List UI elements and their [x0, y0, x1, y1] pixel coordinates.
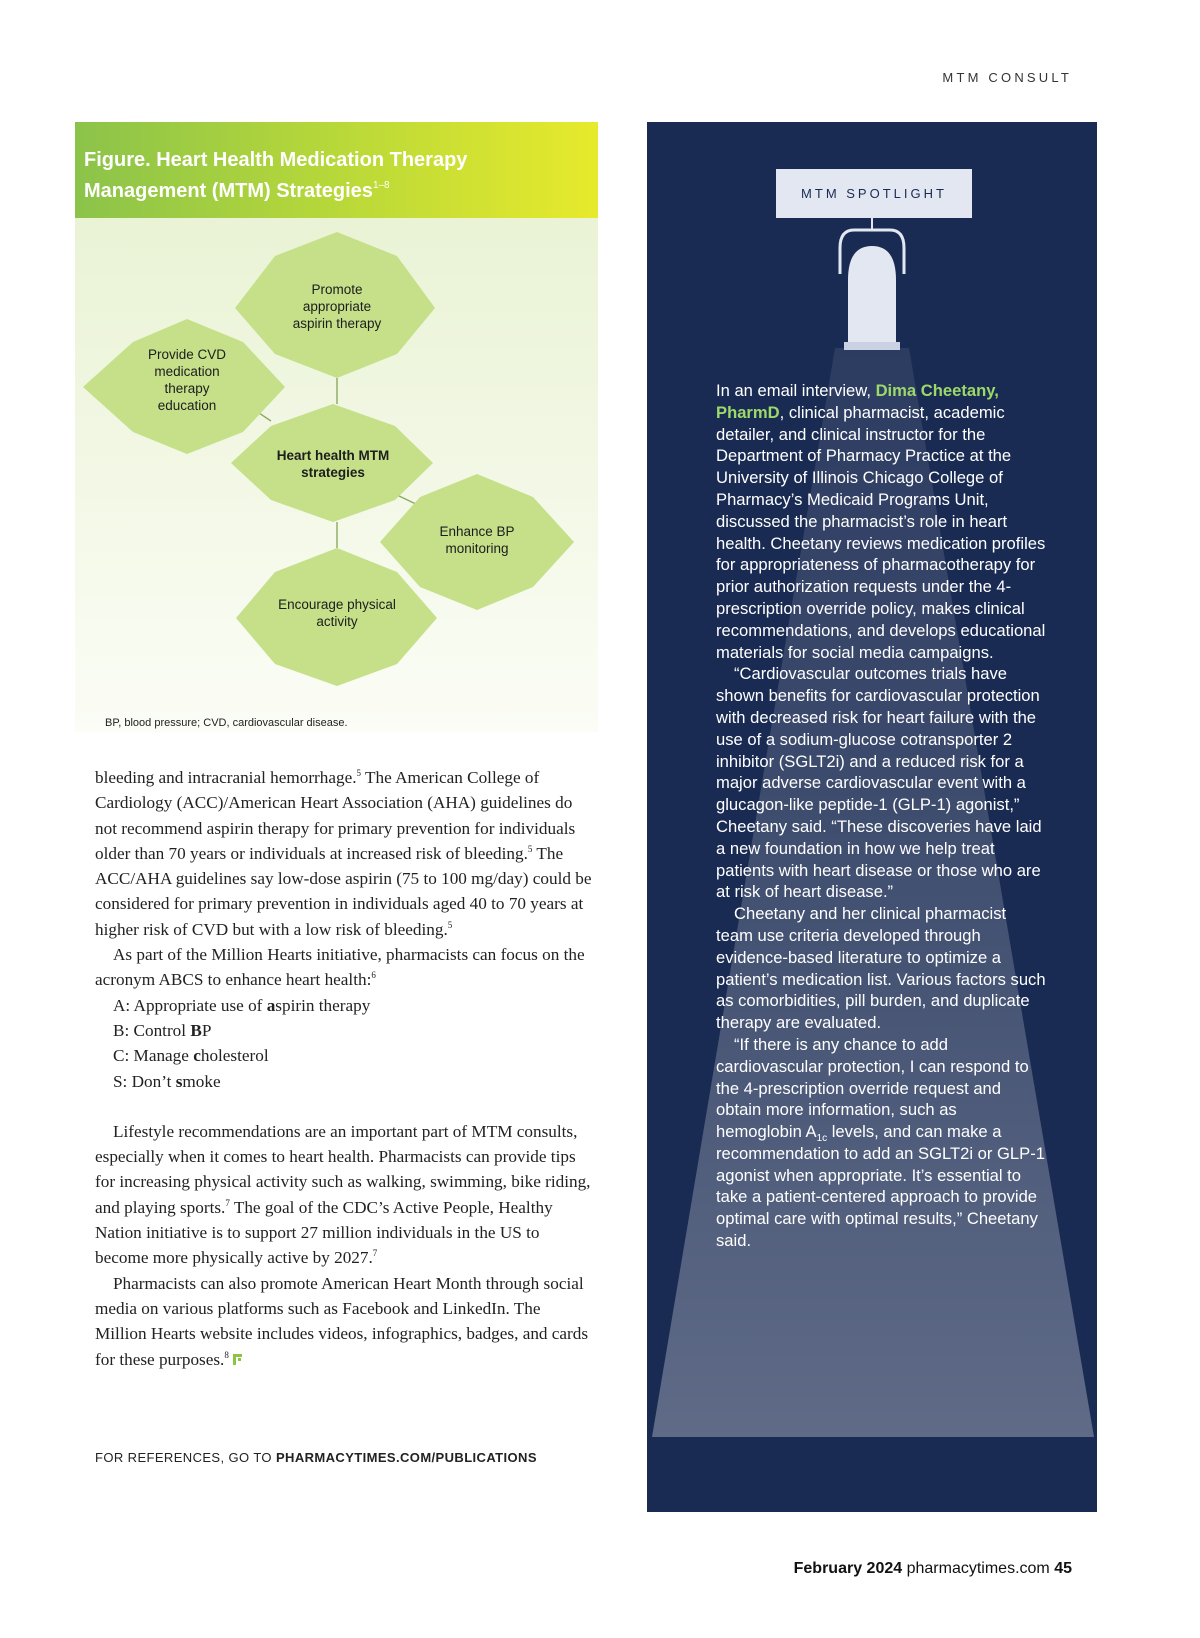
p3-text-2: The goal of the CDC’s Active People, Healthy Nation initiative is to support 27 million individuals in the US to become more physically active by 2027.: [95, 1197, 553, 1268]
abcs-b-pre: B: Control: [113, 1020, 191, 1040]
node-top-line1: Promote: [311, 282, 363, 297]
body-paragraph-2: [95, 942, 595, 993]
abcs-item-c: [95, 1043, 595, 1068]
references-url[interactable]: PHARMACYTIMES.COM/PUBLICATIONS: [275, 1450, 537, 1465]
abcs-item-a: [95, 993, 595, 1018]
p4-text: Pharmacists can also promote American Heart Month through social media on various platforms such as Facebook and LinkedIn. The Million Hearts website includes videos, infographics, badges, and cards for these purposes.: [95, 1273, 589, 1369]
spot-p1-post: , clinical pharmacist, academic detailer, and clinical instructor for the Department of Pharmacy Practice at the University of Illinois Chicago College of Pharmacy’s Medicaid Programs Unit, discussed the pharmacist’s role in heart health. Cheetany reviews medication profiles for appropriateness of pharmacotherapy for prior authorization requests under the 4-prescription override policy, makes clinical recommendations, and develops educational materials for social media campaigns.: [716, 402, 1046, 662]
abcs-s-post: moke: [182, 1071, 221, 1091]
p1-ref-1: 5: [356, 768, 362, 778]
abcs-item-b: [95, 1018, 595, 1043]
node-bottom-line2: activity: [316, 614, 358, 629]
p1-ref-3: 5: [447, 919, 453, 930]
abcs-b-post: P: [201, 1020, 212, 1040]
node-left-line4: education: [157, 398, 217, 413]
footer-site: pharmacytimes.com: [906, 1560, 1050, 1577]
figure-title-ref: 1–8: [372, 180, 390, 191]
spotlight-article: [716, 380, 1046, 1252]
abcs-c-post: holesterol: [200, 1046, 269, 1066]
page-footer: [794, 1560, 1072, 1578]
interviewee-name: Dima Cheetany, PharmD: [716, 381, 999, 422]
p1-text-2: The American College of Cardiology (ACC)/American Heart Association (AHA) guidelines do not recommend aspirin therapy for primary prevention for individuals older than 70 years or individuals at increased risk of bleeding.: [95, 768, 576, 863]
abcs-a-post: spirin therapy: [275, 995, 371, 1015]
p3-text-1: Lifestyle recommendations are an important part of MTM consults, especially when it comes to heart health. Pharmacists can provide tips for increasing physical activity such as walking, swimming, bike riding, and playing sports.: [95, 1121, 591, 1217]
leaf-heart-health-center: [231, 404, 433, 522]
node-right-line2: monitoring: [445, 541, 509, 556]
node-left-line1: Provide CVD: [147, 347, 227, 362]
end-of-article-icon: [232, 1353, 243, 1366]
body-paragraph-1: [95, 765, 595, 942]
spotlight-paragraph-3: Cheetany and her clinical pharmacist team use criteria developed through evidence-based literature to optimize a patient’s medication list. Various factors such as comorbidities, pill burden, and duplicate therapy are evaluated.: [716, 904, 1046, 1033]
p1-text-1: bleeding and intracranial hemorrhage.: [95, 768, 357, 787]
node-left-line2: medication: [154, 364, 220, 379]
spotlight-paragraph-2: “Cardiovascular outcomes trials have shown benefits for cardiovascular protection with decreased risk for heart failure with the use of a sodium-glucose cotransporter 2 inhibitor (SGLT2i) and a reduced risk for a major adverse cardiovascular event with a glucagon-like peptide-1 (GLP-1) agonist,” Cheetany said. “These discoveries have laid a new foundation in how we help treat patients with heart disease or those who are at risk of heart disease.”: [716, 664, 1042, 902]
abcs-s-letter: s: [175, 1071, 183, 1091]
p3-ref-2: 7: [372, 1248, 378, 1259]
spotlight-paragraph-1: [716, 380, 1046, 663]
abcs-c-pre: C: Manage: [113, 1046, 194, 1066]
spot-p4-pre: “If there is any chance to add cardiovascular protection, I can respond to the 4-prescription override request and obtain more information, such as hemoglobin A: [716, 1034, 1029, 1142]
body-paragraph-3: [95, 1119, 595, 1271]
section-label: MTM CONSULT: [942, 70, 1072, 85]
abcs-s-pre: S: Don’t: [113, 1071, 176, 1091]
figure-header: [75, 122, 598, 218]
node-left-line3: therapy: [164, 381, 210, 396]
figure-footnote: BP, blood pressure; CVD, cardiovascular disease.: [105, 717, 348, 729]
node-right-line1: Enhance BP: [439, 524, 515, 539]
abcs-c-letter: c: [193, 1046, 201, 1066]
body-paragraph-4: [95, 1271, 595, 1372]
mtm-spotlight-panel: [647, 122, 1097, 1512]
p3-ref-1: 7: [225, 1197, 230, 1208]
abcs-a-pre: A: Appropriate use of: [113, 995, 267, 1015]
figure-title: [84, 148, 584, 204]
abcs-a-letter: a: [266, 995, 276, 1015]
abcs-item-s: [95, 1069, 595, 1094]
spot-p4-post: levels, and can make a recommendation to add an SGLT2i or GLP-1 agonist when appropriate. It’s essential to take a patient-centered approach to provide optimal care with optimal results,” Cheetany said.: [716, 1122, 1045, 1251]
node-top-line2: appropriate: [302, 299, 372, 314]
node-center-line1: Heart health MTM: [276, 448, 390, 463]
page-number: 45: [1054, 1560, 1072, 1577]
footer-date: February 2024: [793, 1560, 903, 1577]
spotlight-lamp-icon: [832, 218, 912, 353]
mtm-strategies-diagram: [75, 218, 598, 708]
spot-p4-subscript: 1c: [816, 1133, 828, 1145]
abcs-b-letter: B: [190, 1020, 202, 1040]
references-line: [95, 1450, 537, 1465]
p4-ref: 8: [224, 1349, 229, 1360]
spotlight-paragraph-4: [716, 1034, 1046, 1252]
p2-text: As part of the Million Hearts initiative, pharmacists can focus on the acronym ABCS to enhance heart health:: [95, 945, 585, 990]
spotlight-label: MTM SPOTLIGHT: [776, 169, 972, 218]
node-top-line3: aspirin therapy: [292, 316, 382, 331]
node-bottom-line1: Encourage physical: [278, 597, 396, 612]
paragraph-gap: [95, 1094, 595, 1119]
references-prefix: FOR REFERENCES, GO TO: [95, 1450, 276, 1465]
spot-p1-pre: In an email interview,: [716, 381, 876, 400]
strategies-figure: [75, 122, 598, 732]
node-center-line2: strategies: [301, 465, 365, 480]
article-body: [95, 765, 595, 1372]
p1-ref-2: 5: [527, 843, 533, 854]
p1-text-3: The ACC/AHA guidelines say low-dose aspirin (75 to 100 mg/day) could be considered for primary prevention in individuals aged 40 to 70 years at higher risk of CVD but with a low risk of bleeding.: [95, 843, 592, 939]
p2-ref: 6: [371, 970, 376, 981]
figure-title-text: Figure. Heart Health Medication Therapy Management (MTM) Strategies: [84, 149, 468, 202]
